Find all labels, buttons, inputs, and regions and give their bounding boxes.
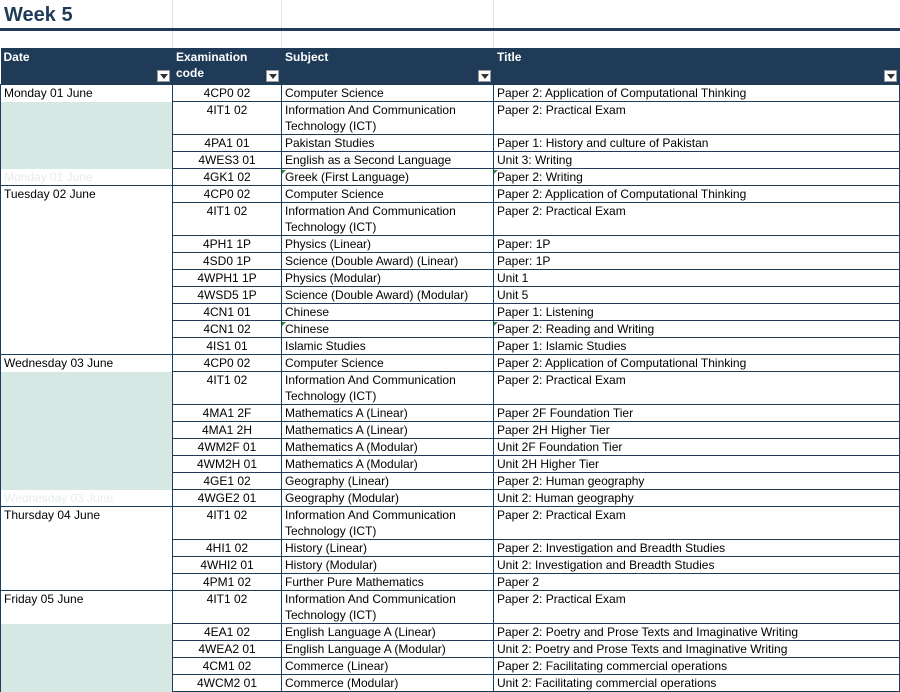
title-cell[interactable]: [494, 85, 900, 102]
date-cell-text: Monday 01 June: [4, 169, 93, 184]
title-cell-text: Unit 3: Writing: [497, 153, 573, 167]
subject-cell[interactable]: [282, 439, 494, 456]
subject-cell[interactable]: [282, 675, 494, 692]
exam-code-cell[interactable]: [173, 675, 282, 692]
subject-cell-text: Mathematics A (Modular): [285, 457, 418, 471]
exam-code-cell-text: 4GE1 02: [203, 474, 251, 488]
title-cell-text: Unit 2: Facilitating commercial operations: [497, 676, 717, 690]
date-cell[interactable]: [1, 641, 173, 658]
column-header-subject-label: Subject: [285, 50, 329, 64]
title-cell-text: Paper 2: Facilitating commercial operations: [497, 659, 728, 673]
exam-code-cell[interactable]: [173, 574, 282, 591]
title-cell-text: Paper 2: Practical Exam: [497, 508, 626, 522]
subject-cell[interactable]: [282, 473, 494, 490]
date-cell[interactable]: [1, 186, 173, 203]
title-cell[interactable]: [494, 372, 900, 405]
subject-cell-text: Chinese: [285, 322, 330, 336]
subject-cell-text: Computer Science: [285, 356, 384, 370]
exam-code-cell[interactable]: [173, 658, 282, 675]
column-header-title[interactable]: [494, 48, 900, 85]
date-cell-text: Friday 05 June: [4, 592, 84, 606]
sheet-background-grid: [0, 0, 900, 48]
subject-cell-text: Chinese: [285, 305, 330, 319]
title-cell[interactable]: [494, 557, 900, 574]
table-row: [1, 557, 900, 574]
exam-code-cell[interactable]: [173, 102, 282, 135]
table-row: [1, 338, 900, 355]
subject-cell-text: Further Pure Mathematics: [285, 575, 424, 589]
subject-cell[interactable]: [282, 203, 494, 236]
title-cell-text: Paper 2: Investigation and Breadth Studies: [497, 541, 726, 555]
subject-cell[interactable]: [282, 405, 494, 422]
title-cell-text: Paper 1: Listening: [497, 305, 594, 319]
table-row: [1, 321, 900, 338]
date-cell[interactable]: [1, 304, 173, 321]
subject-cell[interactable]: [282, 490, 494, 507]
date-cell-text: Wednesday 03 June: [4, 356, 114, 370]
title-cell-text: Paper 1: Islamic Studies: [497, 339, 627, 353]
subject-cell[interactable]: [282, 557, 494, 574]
title-cell[interactable]: [494, 236, 900, 253]
title-cell[interactable]: [494, 641, 900, 658]
table-row: [1, 203, 900, 236]
title-cell-text: Unit 2F Foundation Tier: [497, 440, 623, 454]
table-row: [1, 270, 900, 287]
title-cell[interactable]: [494, 574, 900, 591]
title-cell[interactable]: [494, 253, 900, 270]
table-row: [1, 490, 900, 507]
subject-cell[interactable]: [282, 422, 494, 439]
title-cell[interactable]: [494, 186, 900, 203]
subject-cell[interactable]: [282, 658, 494, 675]
subject-cell[interactable]: [282, 85, 494, 102]
subject-cell[interactable]: [282, 253, 494, 270]
subject-cell-text: Commerce (Linear): [285, 659, 389, 673]
title-cell[interactable]: [494, 456, 900, 473]
subject-cell[interactable]: [282, 321, 494, 338]
filter-dropdown-icon[interactable]: [266, 70, 279, 82]
date-cell[interactable]: [1, 422, 173, 439]
table-row: [1, 186, 900, 203]
table-row: [1, 456, 900, 473]
filter-dropdown-icon[interactable]: [157, 70, 170, 82]
exam-code-cell[interactable]: [173, 236, 282, 253]
exam-code-cell-text: 4CM1 02: [202, 659, 252, 673]
date-cell[interactable]: [1, 169, 173, 186]
subject-cell-text: Islamic Studies: [285, 339, 366, 353]
date-cell[interactable]: [1, 591, 173, 624]
title-cell-text: Unit 2: Human geography: [497, 491, 634, 505]
date-cell[interactable]: [1, 624, 173, 641]
title-cell[interactable]: [494, 304, 900, 321]
date-cell[interactable]: [1, 338, 173, 355]
date-cell[interactable]: [1, 439, 173, 456]
table-row: [1, 540, 900, 557]
column-header-subject[interactable]: [282, 48, 494, 85]
title-cell[interactable]: [494, 422, 900, 439]
exam-code-cell[interactable]: [173, 203, 282, 236]
title-cell[interactable]: [494, 203, 900, 236]
exam-code-cell[interactable]: [173, 540, 282, 557]
exam-code-cell-text: 4CP0 02: [203, 86, 251, 100]
title-cell-text: Paper 2: Application of Computational Thinking: [497, 356, 747, 370]
exam-code-cell-text: 4GK1 02: [203, 170, 251, 184]
table-row: [1, 591, 900, 624]
column-header-title-label: Title: [497, 50, 522, 64]
subject-cell-text: Commerce (Modular): [285, 676, 399, 690]
date-cell[interactable]: [1, 287, 173, 304]
subject-cell[interactable]: [282, 338, 494, 355]
column-header-code[interactable]: [173, 48, 282, 85]
exam-code-cell-text: 4WPH1 1P: [197, 271, 257, 285]
date-cell-text: Wednesday 03 June: [4, 490, 114, 505]
title-cell-text: Paper 2F Foundation Tier: [497, 406, 634, 420]
title-cell-text: Paper 2: Application of Computational Thinking: [497, 187, 747, 201]
date-cell-text: Tuesday 02 June: [4, 187, 96, 201]
subject-cell[interactable]: [282, 236, 494, 253]
exam-code-cell[interactable]: [173, 490, 282, 507]
exam-code-cell[interactable]: [173, 355, 282, 372]
exam-code-cell[interactable]: [173, 507, 282, 540]
title-cell[interactable]: [494, 152, 900, 169]
date-cell[interactable]: [1, 473, 173, 490]
title-cell[interactable]: [494, 507, 900, 540]
title-cell-text: Paper 2: Practical Exam: [497, 103, 626, 117]
title-cell-text: Paper 2: Practical Exam: [497, 373, 626, 387]
exam-code-cell[interactable]: [173, 304, 282, 321]
title-cell-text: Paper 2: Writing: [497, 170, 583, 184]
exam-code-cell-text: 4PH1 1P: [202, 237, 252, 251]
date-cell[interactable]: [1, 557, 173, 574]
exam-code-cell-text: 4IT1 02: [206, 204, 248, 218]
date-cell[interactable]: [1, 152, 173, 169]
subject-cell[interactable]: [282, 186, 494, 203]
subject-cell-text: English as a Second Language: [285, 153, 452, 167]
column-header-code-label: Examination code: [176, 50, 248, 80]
exam-code-cell-text: 4WSD5 1P: [197, 288, 257, 302]
table-row: [1, 405, 900, 422]
exam-code-cell-text: 4WGE2 01: [197, 491, 257, 505]
date-cell[interactable]: [1, 658, 173, 675]
table-row: [1, 152, 900, 169]
subject-cell-text: Information And Communication Technology (ICT): [285, 103, 456, 133]
date-cell[interactable]: [1, 574, 173, 591]
subject-cell-text: Pakistan Studies: [285, 136, 375, 150]
date-cell[interactable]: [1, 355, 173, 372]
title-cell[interactable]: [494, 287, 900, 304]
table-row: [1, 287, 900, 304]
date-cell[interactable]: [1, 85, 173, 102]
title-cell-text: Paper 2: Practical Exam: [497, 204, 626, 218]
subject-cell-text: English Language A (Linear): [285, 625, 436, 639]
date-cell[interactable]: [1, 405, 173, 422]
title-cell[interactable]: [494, 473, 900, 490]
exam-code-cell-text: 4WES3 01: [198, 153, 256, 167]
exam-code-cell[interactable]: [173, 338, 282, 355]
subject-cell[interactable]: [282, 169, 494, 186]
exam-code-cell-text: 4WEA2 01: [198, 642, 256, 656]
exam-code-cell[interactable]: [173, 270, 282, 287]
table-row: [1, 658, 900, 675]
date-cell[interactable]: [1, 540, 173, 557]
subject-cell[interactable]: [282, 304, 494, 321]
subject-cell[interactable]: [282, 135, 494, 152]
table-row: [1, 624, 900, 641]
exam-code-cell-text: 4WHI2 01: [200, 558, 254, 572]
date-cell[interactable]: [1, 675, 173, 692]
subject-cell[interactable]: [282, 507, 494, 540]
title-cell[interactable]: [494, 540, 900, 557]
title-cell[interactable]: [494, 169, 900, 186]
date-cell[interactable]: [1, 236, 173, 253]
title-cell-text: Paper 2: Human geography: [497, 474, 645, 488]
table-row: [1, 253, 900, 270]
exam-code-cell[interactable]: [173, 456, 282, 473]
table-row: [1, 304, 900, 321]
subject-cell-text: Physics (Linear): [285, 237, 372, 251]
title-cell[interactable]: [494, 490, 900, 507]
table-row: [1, 473, 900, 490]
subject-cell-text: Computer Science: [285, 86, 384, 100]
subject-cell-text: Computer Science: [285, 187, 384, 201]
table-row: [1, 641, 900, 658]
title-cell[interactable]: [494, 405, 900, 422]
table-row: [1, 85, 900, 102]
table-row: [1, 574, 900, 591]
subject-cell[interactable]: [282, 540, 494, 557]
exam-code-cell-text: 4CN1 01: [203, 305, 251, 319]
title-cell-text: Paper 1: History and culture of Pakistan: [497, 136, 709, 150]
exam-code-cell[interactable]: [173, 405, 282, 422]
title-cell-text: Paper 2: [497, 575, 540, 589]
subject-cell-text: Information And Communication Technology (ICT): [285, 508, 456, 538]
title-underline: [0, 28, 900, 31]
date-cell[interactable]: [1, 507, 173, 540]
table-row: [1, 372, 900, 405]
title-cell[interactable]: [494, 338, 900, 355]
subject-cell[interactable]: [282, 102, 494, 135]
table-row: [1, 507, 900, 540]
title-cell-text: Unit 2H Higher Tier: [497, 457, 600, 471]
title-cell[interactable]: [494, 591, 900, 624]
exam-code-cell-text: 4IS1 01: [206, 339, 248, 353]
subject-cell-text: Information And Communication Technology (ICT): [285, 592, 456, 622]
exam-code-cell-text: 4IT1 02: [206, 103, 248, 117]
exam-code-cell-text: 4CN1 02: [203, 322, 251, 336]
subject-cell[interactable]: [282, 624, 494, 641]
title-cell-text: Paper 2: Poetry and Prose Texts and Imaginative Writing: [497, 625, 799, 639]
title-cell[interactable]: [494, 355, 900, 372]
exam-code-cell-text: 4IT1 02: [206, 373, 248, 387]
table-row: [1, 439, 900, 456]
exam-timetable: [0, 48, 900, 692]
title-cell-text: Paper: 1P: [497, 254, 551, 268]
exam-code-cell-text: 4PA1 01: [204, 136, 250, 150]
date-cell[interactable]: [1, 253, 173, 270]
subject-cell-text: Mathematics A (Modular): [285, 440, 418, 454]
exam-code-cell[interactable]: [173, 624, 282, 641]
title-cell[interactable]: [494, 135, 900, 152]
subject-cell-text: Science (Double Award) (Modular): [285, 288, 469, 302]
title-cell-text: Paper 2: Practical Exam: [497, 592, 626, 606]
exam-code-cell-text: 4EA1 02: [203, 625, 251, 639]
exam-code-cell-text: 4WM2F 01: [197, 440, 257, 454]
exam-code-cell[interactable]: [173, 321, 282, 338]
date-cell-text: Thursday 04 June: [4, 508, 101, 522]
exam-code-cell-text: 4MA1 2H: [201, 423, 253, 437]
title-cell-text: Unit 2: Poetry and Prose Texts and Imaginative Writing: [497, 642, 788, 656]
exam-code-cell-text: 4IT1 02: [206, 508, 248, 522]
subject-cell[interactable]: [282, 372, 494, 405]
exam-code-cell[interactable]: [173, 372, 282, 405]
date-cell[interactable]: [1, 203, 173, 236]
exam-code-cell[interactable]: [173, 557, 282, 574]
exam-code-cell-text: 4MA1 2F: [202, 406, 252, 420]
exam-code-cell-text: 4HI1 02: [205, 541, 249, 555]
title-cell-text: Unit 2: Investigation and Breadth Studies: [497, 558, 715, 572]
subject-cell-text: English Language A (Modular): [285, 642, 446, 656]
exam-code-cell[interactable]: [173, 439, 282, 456]
subject-cell-text: Geography (Modular): [285, 491, 400, 505]
exam-code-cell-text: 4IT1 02: [206, 592, 248, 606]
exam-code-cell[interactable]: [173, 169, 282, 186]
subject-cell-text: Physics (Modular): [285, 271, 382, 285]
subject-cell[interactable]: [282, 270, 494, 287]
title-cell-text: Paper: 1P: [497, 237, 551, 251]
title-cell[interactable]: [494, 439, 900, 456]
subject-cell-text: Information And Communication Technology (ICT): [285, 373, 456, 403]
subject-cell[interactable]: [282, 641, 494, 658]
exam-code-cell-text: 4CP0 02: [203, 187, 251, 201]
date-cell[interactable]: [1, 456, 173, 473]
title-cell[interactable]: [494, 675, 900, 692]
date-cell[interactable]: [1, 490, 173, 507]
week-title: Week 5: [4, 4, 73, 26]
title-cell-text: Paper 2H Higher Tier: [497, 423, 610, 437]
table-row: [1, 169, 900, 186]
filter-dropdown-icon[interactable]: [884, 70, 897, 82]
exam-code-cell-text: 4SD0 1P: [202, 254, 252, 268]
subject-cell-text: Mathematics A (Linear): [285, 406, 408, 420]
date-cell[interactable]: [1, 372, 173, 405]
title-cell-text: Paper 2: Reading and Writing: [497, 322, 655, 336]
title-cell-text: Unit 1: [497, 271, 529, 285]
exam-code-cell-text: 4CP0 02: [203, 356, 251, 370]
date-cell[interactable]: [1, 321, 173, 338]
exam-code-cell[interactable]: [173, 287, 282, 304]
subject-cell-text: Science (Double Award) (Linear): [285, 254, 459, 268]
subject-cell-text: Information And Communication Technology (ICT): [285, 204, 456, 234]
subject-cell-text: History (Modular): [285, 558, 378, 572]
exam-code-cell[interactable]: [173, 422, 282, 439]
title-cell[interactable]: [494, 321, 900, 338]
subject-cell[interactable]: [282, 355, 494, 372]
title-cell[interactable]: [494, 270, 900, 287]
title-cell[interactable]: [494, 102, 900, 135]
exam-code-cell[interactable]: [173, 135, 282, 152]
subject-cell[interactable]: [282, 152, 494, 169]
filter-dropdown-icon[interactable]: [478, 70, 491, 82]
timetable-body: [1, 85, 900, 692]
date-cell[interactable]: [1, 270, 173, 287]
exam-code-cell[interactable]: [173, 591, 282, 624]
subject-cell[interactable]: [282, 287, 494, 304]
table-row: [1, 236, 900, 253]
title-cell[interactable]: [494, 658, 900, 675]
subject-cell-text: Mathematics A (Linear): [285, 423, 408, 437]
exam-code-cell[interactable]: [173, 641, 282, 658]
table-row: [1, 102, 900, 135]
exam-code-cell-text: 4WCM2 01: [196, 676, 258, 690]
subject-cell-text: Geography (Linear): [285, 474, 390, 488]
exam-code-cell[interactable]: [173, 152, 282, 169]
exam-code-cell[interactable]: [173, 253, 282, 270]
header-row: [1, 48, 900, 85]
subject-cell[interactable]: [282, 591, 494, 624]
title-cell-text: Paper 2: Application of Computational Thinking: [497, 86, 747, 100]
exam-code-cell-text: 4WM2H 01: [196, 457, 258, 471]
exam-code-cell[interactable]: [173, 85, 282, 102]
column-header-date[interactable]: [1, 48, 173, 85]
date-cell-text: Monday 01 June: [4, 86, 93, 100]
exam-code-cell-text: 4PM1 02: [202, 575, 252, 589]
table-row: [1, 135, 900, 152]
column-header-date-label: Date: [3, 50, 30, 64]
title-cell-text: Unit 5: [497, 288, 529, 302]
date-cell[interactable]: [1, 135, 173, 152]
exam-code-cell[interactable]: [173, 473, 282, 490]
table-row: [1, 422, 900, 439]
subject-cell[interactable]: [282, 574, 494, 591]
date-cell[interactable]: [1, 102, 173, 135]
title-cell[interactable]: [494, 624, 900, 641]
table-row: [1, 675, 900, 692]
exam-code-cell[interactable]: [173, 186, 282, 203]
subject-cell-text: Greek (First Language): [285, 170, 410, 184]
subject-cell-text: History (Linear): [285, 541, 368, 555]
table-row: [1, 355, 900, 372]
subject-cell[interactable]: [282, 456, 494, 473]
